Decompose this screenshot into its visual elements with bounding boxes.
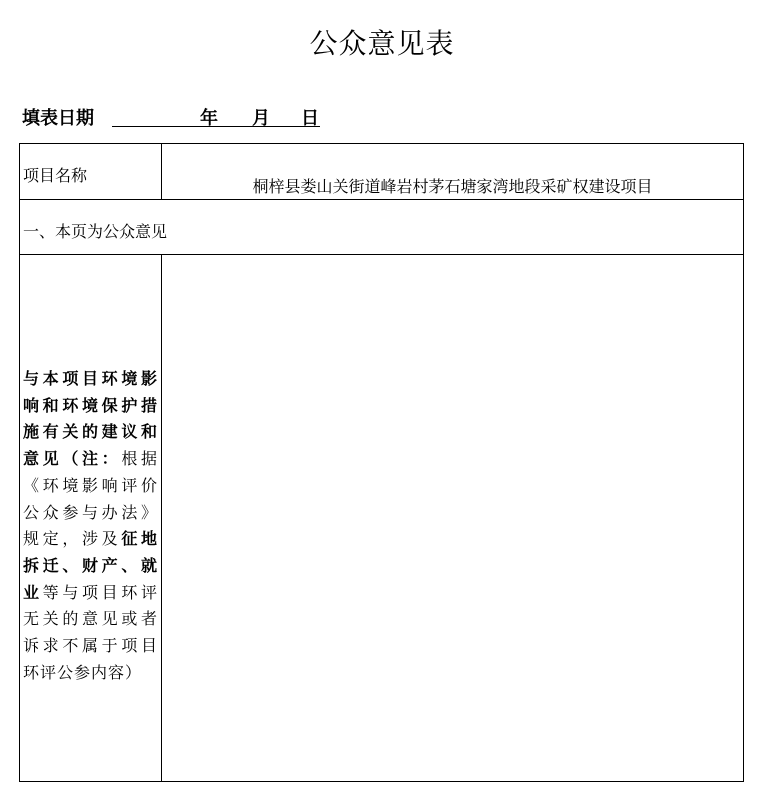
project-name-value: 桐梓县娄山关街道峰岩村茅石塘家湾地段采矿权建设项目: [252, 177, 653, 196]
note-line: 与本项目环境影: [23, 369, 158, 388]
date-month-label: 月: [252, 108, 270, 129]
note-line: 《环境影响评价: [23, 475, 158, 495]
note-line: 响和环境保护措: [23, 395, 158, 415]
note-line: 无关的意见或者: [23, 609, 158, 629]
note-line: 意见（注：根据: [23, 449, 158, 469]
opinion-input-area[interactable]: [162, 255, 743, 781]
opinion-table: [19, 143, 744, 782]
page-title: 公众意见表: [309, 27, 455, 60]
opinion-instructions: [23, 366, 158, 686]
project-name-label: 项目名称: [23, 166, 88, 185]
note-line: 公众参与办法》: [23, 502, 158, 522]
section-one-heading: 一、本页为公众意见: [23, 222, 168, 241]
note-line: 业等与项目环评: [23, 582, 158, 602]
fill-date-label: 填表日期: [22, 108, 94, 129]
note-line: 环评公参内容）: [23, 662, 143, 682]
note-line: 施有关的建议和: [23, 422, 158, 442]
date-year-label: 年: [200, 108, 218, 129]
row-divider: [20, 199, 743, 200]
date-day-label: 日: [301, 108, 319, 129]
note-line: 规定，涉及征地: [23, 529, 158, 549]
note-line: 诉求不属于项目: [23, 636, 158, 656]
note-line: 拆迁、财产、就: [23, 555, 158, 575]
